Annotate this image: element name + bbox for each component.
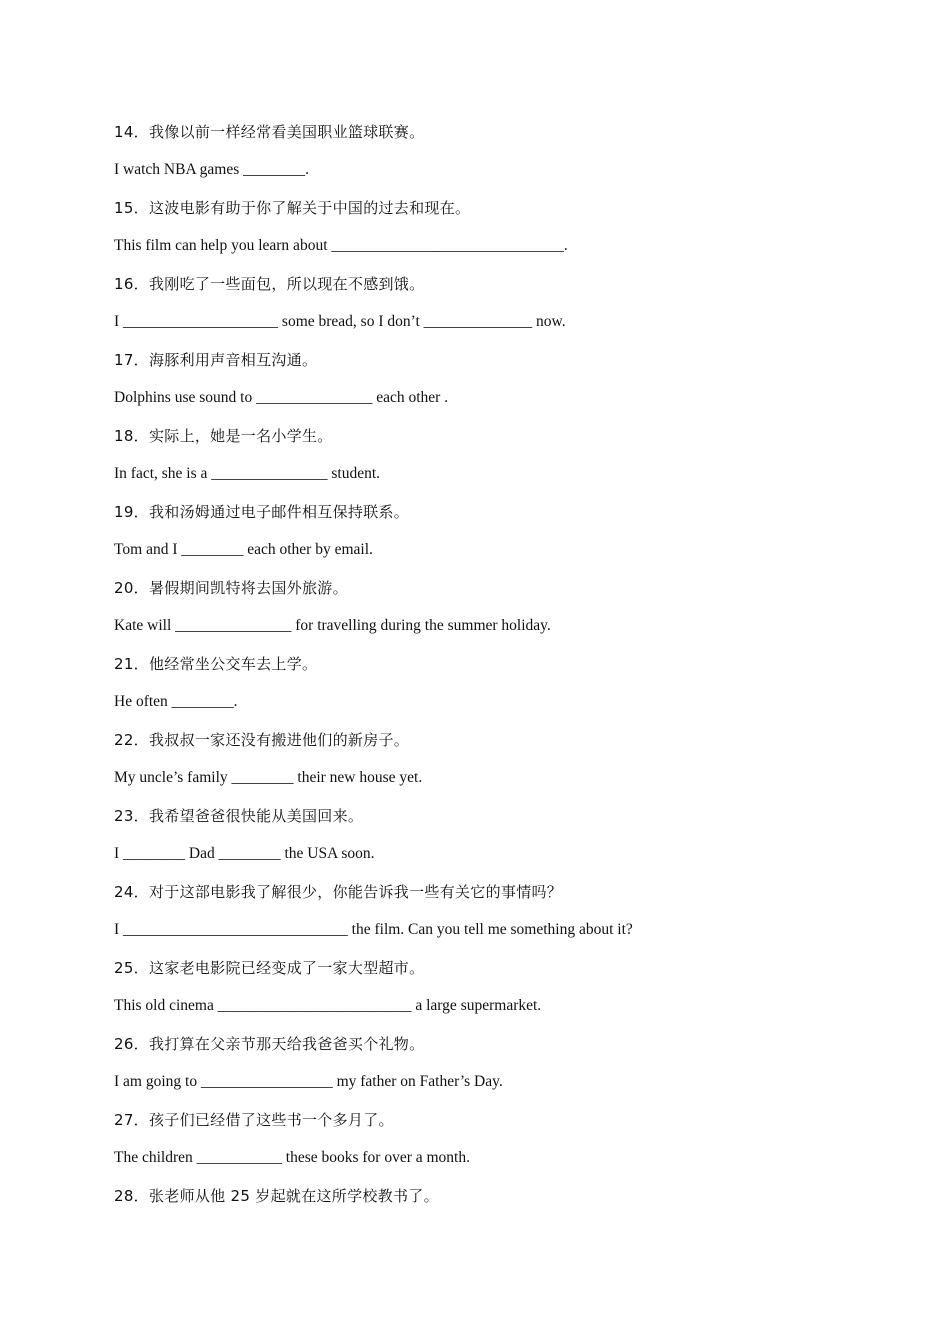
- question-sentence-en: I watch NBA games ________.: [114, 161, 310, 178]
- question-prompt-zh: 16．我刚吃了一些面包，所以现在不感到饿。: [114, 275, 425, 293]
- question-prompt-zh: 18．实际上，她是一名小学生。: [114, 427, 333, 445]
- question-prompt-zh: 22．我叔叔一家还没有搬进他们的新房子。: [114, 731, 410, 749]
- question-prompt-zh: 26．我打算在父亲节那天给我爸爸买个礼物。: [114, 1035, 425, 1053]
- question-16: [114, 270, 894, 346]
- question-20: [114, 574, 894, 650]
- question-sentence-en: Kate will _______________ for travelling during the summer holiday.: [114, 617, 551, 634]
- question-26: [114, 1030, 894, 1106]
- question-sentence-en: My uncle’s family ________ their new house yet.: [114, 769, 423, 786]
- question-prompt-zh: 19．我和汤姆通过电子邮件相互保持联系。: [114, 503, 410, 521]
- question-27: [114, 1106, 894, 1182]
- question-sentence-en: I am going to _________________ my father on Father’s Day.: [114, 1073, 503, 1090]
- question-sentence-en: Dolphins use sound to _______________ each other .: [114, 389, 449, 406]
- question-15: [114, 194, 894, 270]
- question-prompt-zh: 23．我希望爸爸很快能从美国回来。: [114, 807, 364, 825]
- question-prompt-zh: 21．他经常坐公交车去上学。: [114, 655, 318, 673]
- question-list: [114, 118, 894, 1220]
- question-22: [114, 726, 894, 802]
- question-18: [114, 422, 894, 498]
- question-sentence-en: I _____________________________ the film. Can you tell me something about it?: [114, 921, 633, 938]
- question-sentence-en: The children ___________ these books for over a month.: [114, 1149, 470, 1166]
- question-24: [114, 878, 894, 954]
- question-sentence-en: Tom and I ________ each other by email.: [114, 541, 373, 558]
- question-sentence-en: This old cinema _________________________ a large supermarket.: [114, 997, 542, 1014]
- question-sentence-en: In fact, she is a _______________ student.: [114, 465, 381, 482]
- question-28: [114, 1182, 894, 1220]
- question-17: [114, 346, 894, 422]
- question-sentence-en: I ________ Dad ________ the USA soon.: [114, 845, 375, 862]
- question-prompt-zh: 20．暑假期间凯特将去国外旅游。: [114, 579, 348, 597]
- question-prompt-zh: 17．海豚利用声音相互沟通。: [114, 351, 318, 369]
- question-prompt-zh: 27．孩子们已经借了这些书一个多月了。: [114, 1111, 394, 1129]
- question-prompt-zh: 14．我像以前一样经常看美国职业篮球联赛。: [114, 123, 425, 141]
- question-prompt-zh: 24．对于这部电影我了解很少，你能告诉我一些有关它的事情吗？: [114, 883, 563, 901]
- question-21: [114, 650, 894, 726]
- question-prompt-zh: 28．张老师从他 25 岁起就在这所学校教书了。: [114, 1187, 439, 1205]
- question-14: [114, 118, 894, 194]
- question-prompt-zh: 15．这波电影有助于你了解关于中国的过去和现在。: [114, 199, 471, 217]
- question-sentence-en: He often ________.: [114, 693, 238, 710]
- question-23: [114, 802, 894, 878]
- question-19: [114, 498, 894, 574]
- question-prompt-zh: 25．这家老电影院已经变成了一家大型超市。: [114, 959, 425, 977]
- question-sentence-en: I ____________________ some bread, so I don’t ______________ now.: [114, 313, 566, 330]
- question-25: [114, 954, 894, 1030]
- question-sentence-en: This film can help you learn about ______________________________.: [114, 237, 568, 254]
